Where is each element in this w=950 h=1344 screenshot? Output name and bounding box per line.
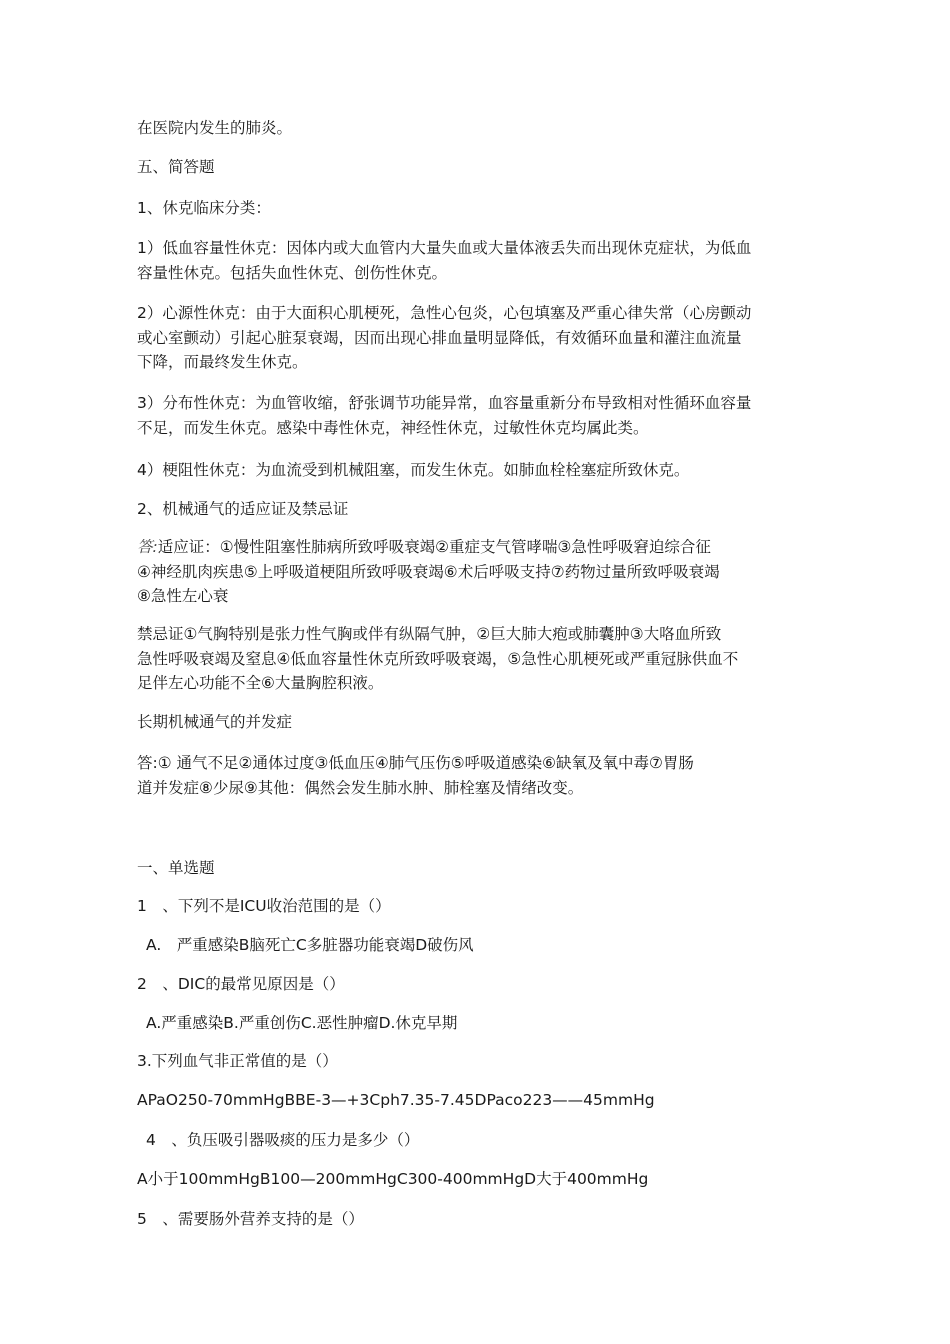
- answer-paragraph-3: [137, 391, 817, 440]
- text-line: ④神经肌肉疾患⑤上呼吸道梗阻所致呼吸衰竭⑥术后呼吸支持⑦药物过量所致呼吸衰竭: [137, 562, 720, 581]
- answer-paragraph-1: [137, 236, 817, 285]
- text-line: 2）心源性休克：由于大面积心肌梗死，急性心包炎，心包填塞及严重心律失常（心房颤动: [137, 304, 752, 322]
- question-4-options: A小于100mmHgB100—200mmHgC300-400mmHgD大于400mmHg: [137, 1170, 649, 1188]
- answer-prefix: 答:: [137, 538, 158, 556]
- complications-paragraph: [137, 751, 817, 800]
- section-heading: 一、单选题: [137, 859, 215, 877]
- text-line: 足伴左心功能不全⑥大量胸腔积液。: [137, 674, 384, 692]
- question-1: 1 、下列不是ICU收治范围的是（）: [137, 897, 391, 915]
- text-line: 禁忌证①气胸特别是张力性气胸或伴有纵隔气肿，②巨大肺大疱或肺囊肿③大咯血所致: [137, 625, 722, 643]
- answer-paragraph-4: 4）梗阻性休克：为血流受到机械阻塞，而发生休克。如肺血栓栓塞症所致休克。: [137, 461, 690, 479]
- text-line: 3）分布性休克：为血管收缩，舒张调节功能异常，血容量重新分布导致相对性循环血容量: [137, 394, 752, 412]
- indications-paragraph: [137, 535, 817, 609]
- question-2-options: A.严重感染B.严重创伤C.恶性肿瘤D.休克早期: [146, 1014, 458, 1032]
- text-line: 容量性休克。包括失血性休克、创伤性休克。: [137, 263, 448, 282]
- question-5: 5 、需要肠外营养支持的是（）: [137, 1210, 364, 1228]
- text-line: 道并发症⑧少尿⑨其他：偶然会发生肺水肿、肺栓塞及情绪改变。: [137, 778, 584, 797]
- text-line: 急性呼吸衰竭及窒息④低血容量性休克所致呼吸衰竭，⑤急性心肌梗死或严重冠脉供血不: [137, 649, 739, 668]
- text-line: 1）低血容量性休克：因体内或大血管内大量失血或大量体液丢失而出现休克症状，为低血: [137, 239, 752, 257]
- text-line: ⑧急性左心衰: [137, 587, 229, 605]
- text-line: 适应证：①慢性阻塞性肺病所致呼吸衰竭②重症支气管哮喘③急性呼吸窘迫综合征: [157, 538, 711, 556]
- question-title: 1、休克临床分类：: [137, 199, 271, 217]
- question-3-options: APaO250-70mmHgBBE-3—+3Cph7.35-7.45DPaco223——45mmHg: [137, 1091, 655, 1109]
- question-4: 4 、负压吸引器吸痰的压力是多少（）: [146, 1131, 420, 1149]
- text-line: 下降，而最终发生休克。: [137, 353, 308, 371]
- section-heading: 五、简答题: [137, 158, 215, 176]
- contraindications-paragraph: [137, 622, 817, 696]
- text-line: 在医院内发生的肺炎。: [137, 119, 293, 137]
- section-subheading: 长期机械通气的并发症: [137, 713, 293, 731]
- text-line: 不足，而发生休克。感染中毒性休克，神经性休克，过敏性休克均属此类。: [137, 418, 649, 437]
- text-line: 答:① 通气不足②通体过度③低血压④肺气压伤⑤呼吸道感染⑥缺氧及氧中毒⑦胃肠: [137, 754, 694, 772]
- answer-paragraph-2: [137, 301, 817, 375]
- question-title: 2、机械通气的适应证及禁忌证: [137, 500, 349, 518]
- question-3: 3.下列血气非正常值的是（）: [137, 1052, 338, 1070]
- question-1-options: A. 严重感染B脑死亡C多脏器功能衰竭D破伤风: [146, 936, 474, 954]
- question-2: 2 、DIC的最常见原因是（）: [137, 975, 345, 993]
- text-line: 或心室颤动）引起心脏泵衰竭，因而出现心排血量明显降低，有效循环血量和灌注血流量: [137, 328, 742, 347]
